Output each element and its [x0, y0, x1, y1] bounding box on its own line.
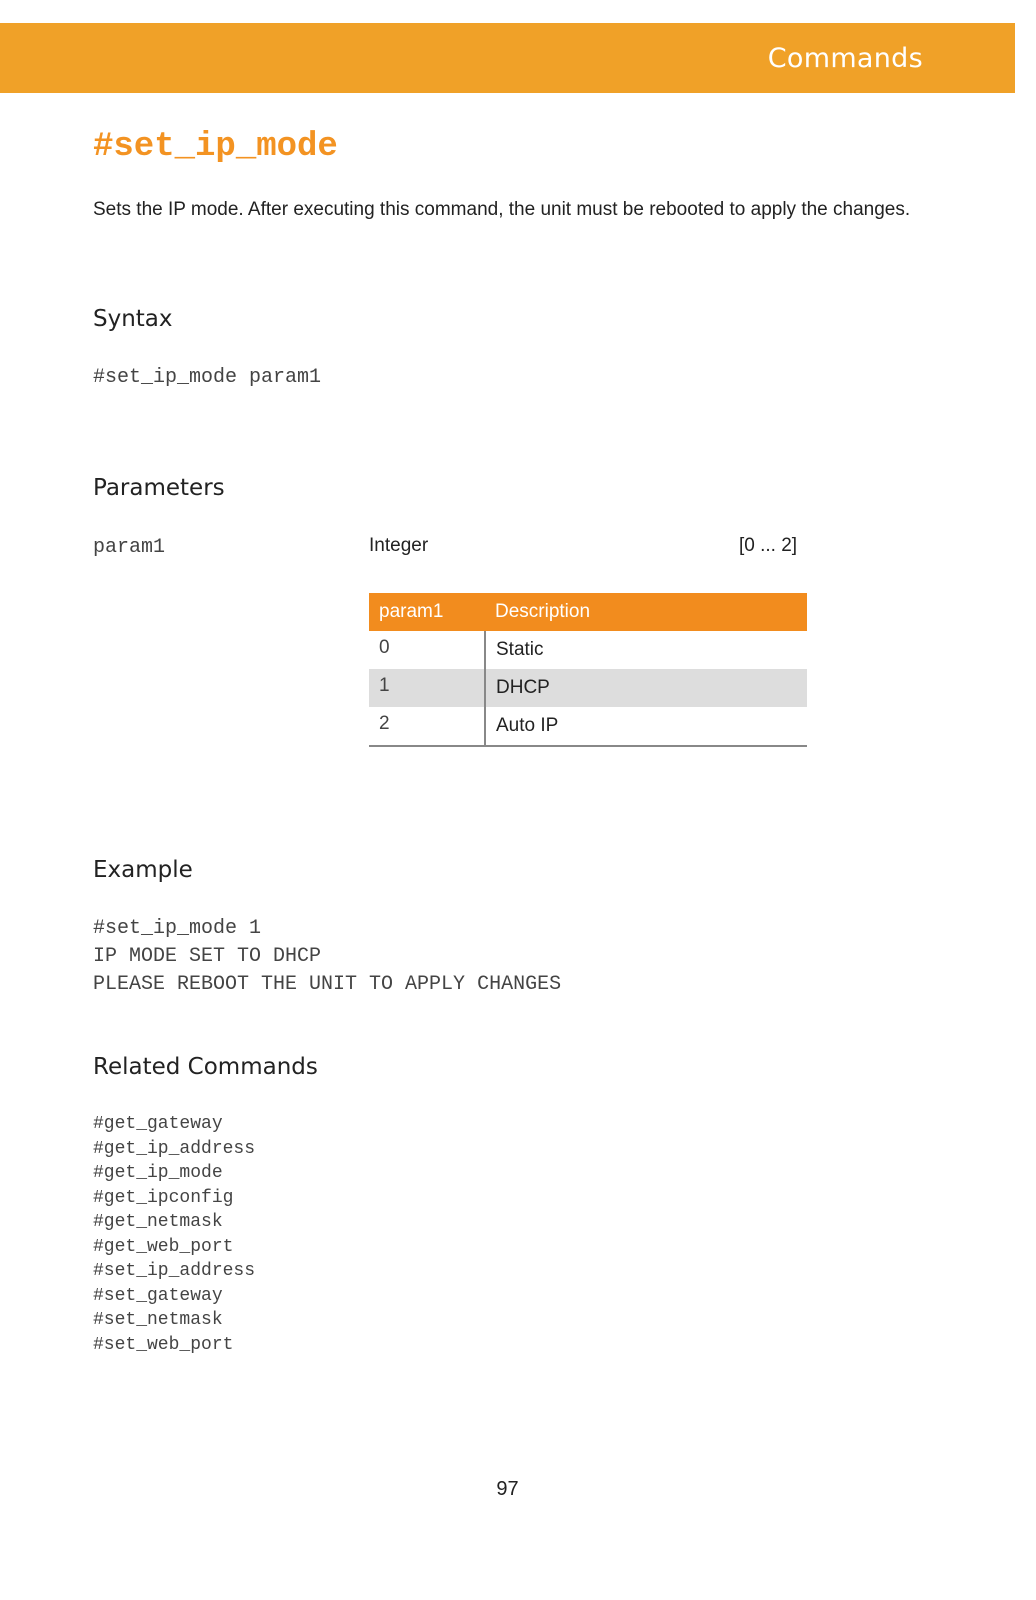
related-command-item: #set_web_port	[93, 1334, 234, 1355]
command-title: #set_ip_mode	[93, 128, 338, 166]
table-header-param: param1	[369, 593, 485, 631]
header-bar	[0, 23, 1015, 93]
table-row	[369, 707, 807, 746]
table-cell-value: 0	[369, 631, 485, 669]
command-description: Sets the IP mode. After executing this command, the unit must be rebooted to apply the changes.	[93, 199, 911, 220]
parameter-name: param1	[93, 536, 166, 559]
table-cell-description: Static	[496, 639, 544, 660]
example-line: #set_ip_mode 1	[93, 917, 262, 940]
page-number: 97	[496, 1478, 519, 1500]
syntax-heading: Syntax	[93, 306, 173, 332]
example-line: PLEASE REBOOT THE UNIT TO APPLY CHANGES	[93, 973, 562, 996]
table-row	[369, 669, 807, 707]
related-command-item: #get_web_port	[93, 1236, 234, 1257]
example-code-block	[93, 915, 561, 999]
table-cell-value: 1	[369, 669, 485, 707]
related-commands-list	[93, 1112, 255, 1357]
parameters-heading: Parameters	[93, 475, 225, 501]
table-cell-description: Auto IP	[485, 707, 807, 746]
example-line: IP MODE SET TO DHCP	[93, 945, 322, 968]
related-command-item: #set_ip_address	[93, 1261, 256, 1281]
table-header-row	[369, 593, 807, 631]
syntax-line: #set_ip_mode param1	[93, 366, 322, 389]
related-command-item: #get_ip_mode	[93, 1163, 223, 1183]
table-cell-description: DHCP	[485, 669, 807, 707]
example-heading: Example	[93, 857, 193, 883]
table-row	[369, 631, 807, 669]
table-cell-value: 2	[369, 707, 485, 746]
parameter-range: [0 ... 2]	[739, 535, 798, 556]
related-command-item: #get_ip_address	[93, 1138, 256, 1159]
parameter-type: Integer	[369, 535, 429, 556]
related-command-item: #get_gateway	[93, 1114, 223, 1134]
section-title: Commands	[767, 43, 923, 74]
related-command-item: #get_netmask	[93, 1212, 223, 1232]
table-header-description: Description	[485, 593, 807, 631]
related-commands-heading: Related Commands	[93, 1054, 318, 1080]
related-command-item: #set_netmask	[93, 1310, 223, 1330]
related-command-item: #set_gateway	[93, 1285, 223, 1306]
related-command-item: #get_ipconfig	[93, 1187, 234, 1208]
parameter-values-table	[369, 593, 807, 747]
